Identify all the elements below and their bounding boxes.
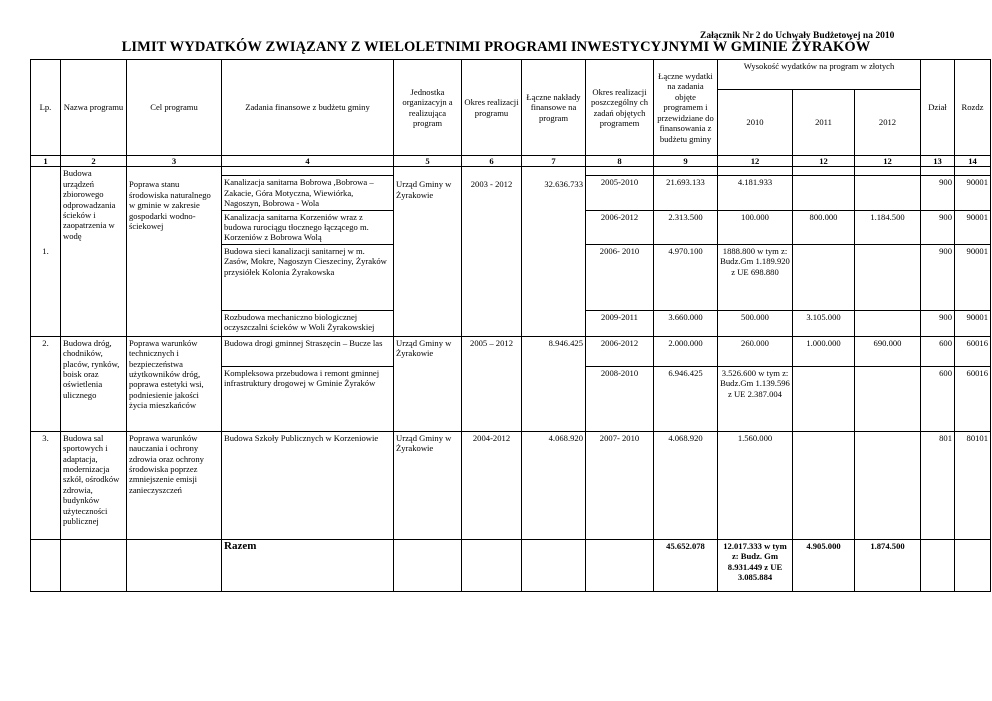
task-period: 2005-2010 — [586, 176, 654, 210]
task-total: 21.693.133 — [654, 176, 718, 210]
summary-label: Razem — [222, 539, 394, 591]
summary-row — [31, 539, 991, 591]
amount-2012 — [855, 310, 921, 336]
column-number: 1 — [31, 156, 61, 167]
dzial-code: 600 — [921, 336, 955, 366]
summary-2012: 1.874.500 — [855, 539, 921, 591]
rozdz-code: 90001 — [955, 210, 991, 244]
column-number: 12 — [718, 156, 793, 167]
task-total: 2.313.500 — [654, 210, 718, 244]
rozdz-code: 60016 — [955, 366, 991, 431]
task-total: 4.068.920 — [654, 431, 718, 539]
task-description: Budowa drogi gminnej Straszęcin – Bucze las — [222, 336, 394, 366]
amount-2011 — [793, 366, 855, 431]
program-name: Budowa sal sportowych i adaptacja, modernizacja szkół, ośrodków zdrowia, budynków użyteczności publicznej — [61, 431, 127, 539]
program-name: Budowa urządzeń zbiorowego odprowadzania ścieków i zaopatrzenia w wodę — [61, 167, 127, 336]
header-lp: Lp. — [31, 60, 61, 156]
column-number: 4 — [222, 156, 394, 167]
task-description: Kompleksowa przebudowa i remont gminnej infrastruktury drogowej w Gminie Żyraków — [222, 366, 394, 431]
task-total: 6.946.425 — [654, 366, 718, 431]
header-unit: Jednostka organizacyjn a realizująca program — [394, 60, 462, 156]
program-period: 2005 – 2012 — [462, 336, 522, 431]
rozdz-code: 90001 — [955, 310, 991, 336]
column-number: 8 — [586, 156, 654, 167]
header-total: Łączne nakłady finansowe na program — [522, 60, 586, 156]
rozdz-code: 90001 — [955, 244, 991, 310]
amount-2010: 1.560.000 — [718, 431, 793, 539]
program-lp: 3. — [31, 431, 61, 539]
table-row — [31, 336, 991, 366]
program-total: 32.636.733 — [522, 167, 586, 336]
amount-2010: 260.000 — [718, 336, 793, 366]
header-rozdz: Rozdz — [955, 60, 991, 156]
task-description: Rozbudowa mechaniczno biologicznej oczyszczalni ścieków w Woli Żyrakowskiej — [222, 310, 394, 336]
summary-2010: 12.017.333 w tym z: Budz. Gm 8.931.449 z UE 3.085.884 — [718, 539, 793, 591]
column-number: 12 — [855, 156, 921, 167]
dzial-code: 600 — [921, 366, 955, 431]
program-lp: 2. — [31, 336, 61, 431]
column-number-row — [31, 156, 991, 167]
header-year-2011: 2011 — [793, 90, 855, 156]
header-program-goal: Cel programu — [127, 60, 222, 156]
dzial-code: 900 — [921, 244, 955, 310]
appendix-note: Załącznik Nr 2 do Uchwały Budżetowej na 2010 — [700, 31, 895, 41]
summary-total: 45.652.078 — [654, 539, 718, 591]
header-task-total: Łączne wydatki na zadania objęte programem i przewidziane do finansowania z budżetu gminy — [654, 60, 718, 156]
amount-2011 — [793, 176, 855, 210]
header-amounts: Wysokość wydatków na program w złotych — [718, 60, 921, 90]
task-period: 2006- 2010 — [586, 244, 654, 310]
header-year-2012: 2012 — [855, 90, 921, 156]
header-program-name: Nazwa programu — [61, 60, 127, 156]
column-number: 3 — [127, 156, 222, 167]
rozdz-code: 60016 — [955, 336, 991, 366]
dzial-code: 801 — [921, 431, 955, 539]
program-name: Budowa dróg, chodników, placów, rynków, boisk oraz oświetlenia ulicznego — [61, 336, 127, 431]
table-row — [31, 431, 991, 539]
program-period: 2004-2012 — [462, 431, 522, 539]
program-unit: Urząd Gminy w Żyrakowie — [394, 167, 462, 336]
task-description: Kanalizacja sanitarna Bobrowa ,Bobrowa – Zakacie, Góra Motyczna, Wiewiórka, Nagoszyn, Bobrowa - Wola — [222, 176, 394, 210]
task-period: 2006-2012 — [586, 336, 654, 366]
program-total: 8.946.425 — [522, 336, 586, 431]
amount-2011: 800.000 — [793, 210, 855, 244]
program-unit: Urząd Gminy w Żyrakowie — [394, 336, 462, 431]
amount-2010: 1888.800 w tym z: Budz.Gm 1.189.920 z UE 698.880 — [718, 244, 793, 310]
column-number: 13 — [921, 156, 955, 167]
header-task-period: Okres realizacji poszczególny ch zadań objętych programem — [586, 60, 654, 156]
column-number: 9 — [654, 156, 718, 167]
amount-2010: 3.526.600 w tym z: Budz.Gm 1.139.596 z UE 2.387.004 — [718, 366, 793, 431]
amount-2012 — [855, 366, 921, 431]
program-unit: Urząd Gminy w Żyrakowie — [394, 431, 462, 539]
task-period: 2007- 2010 — [586, 431, 654, 539]
summary-2011: 4.905.000 — [793, 539, 855, 591]
amount-2010: 500.000 — [718, 310, 793, 336]
rozdz-code: 80101 — [955, 431, 991, 539]
program-total: 4.068.920 — [522, 431, 586, 539]
task-description: Budowa Szkoły Publicznych w Korzeniowie — [222, 431, 394, 539]
program-goal: Poprawa stanu środowiska naturalnego w gminie w zakresie gospodarki wodno-ściekowej — [127, 167, 222, 336]
column-number: 5 — [394, 156, 462, 167]
task-total: 4.970.100 — [654, 244, 718, 310]
program-goal: Poprawa warunków technicznych i bezpieczeństwa użytkowników dróg, poprawa estetyki wsi, podniesienie jakości życia mieszkańców — [127, 336, 222, 431]
dzial-code: 900 — [921, 176, 955, 210]
amount-2012 — [855, 244, 921, 310]
header-period: Okres realizacji programu — [462, 60, 522, 156]
task-period: 2008-2010 — [586, 366, 654, 431]
amount-2010: 100.000 — [718, 210, 793, 244]
dzial-code: 900 — [921, 210, 955, 244]
amount-2010: 4.181.933 — [718, 176, 793, 210]
column-number: 14 — [955, 156, 991, 167]
amount-2011: 1.000.000 — [793, 336, 855, 366]
column-number: 6 — [462, 156, 522, 167]
task-period: 2006-2012 — [586, 210, 654, 244]
amount-2011 — [793, 431, 855, 539]
amount-2011 — [793, 244, 855, 310]
task-period: 2009-2011 — [586, 310, 654, 336]
table-row — [31, 167, 991, 176]
task-description: Kanalizacja sanitarna Korzeniów wraz z budowa rurociągu tłocznego łączącego m. Korzeniów z Bobrowa Wolą — [222, 210, 394, 244]
program-lp: 1. — [31, 167, 61, 336]
header-tasks: Zadania finansowe z budżetu gminy — [222, 60, 394, 156]
task-description: Budowa sieci kanalizacji sanitarnej w m. Zasów, Mokre, Nagoszyn Cieszeciny, Żyraków przysiółek Kolonia Żyrakowska — [222, 244, 394, 310]
amount-2012 — [855, 431, 921, 539]
task-total: 3.660.000 — [654, 310, 718, 336]
program-goal: Poprawa warunków nauczania i ochrony zdrowia oraz ochrony środowiska poprzez zmniejszenie emisji zanieczyszczeń — [127, 431, 222, 539]
column-number: 7 — [522, 156, 586, 167]
amount-2012 — [855, 176, 921, 210]
page-title: LIMIT WYDATKÓW ZWIĄZANY Z WIELOLETNIMI PROGRAMI INWESTYCYJNYMI W GMINIE ŻYRAKÓW — [121, 39, 871, 55]
amount-2012: 690.000 — [855, 336, 921, 366]
column-number: 12 — [793, 156, 855, 167]
header-dzial: Dział — [921, 60, 955, 156]
amount-2012: 1.184.500 — [855, 210, 921, 244]
header-year-2010: 2010 — [718, 90, 793, 156]
rozdz-code: 90001 — [955, 176, 991, 210]
task-total: 2.000.000 — [654, 336, 718, 366]
dzial-code: 900 — [921, 310, 955, 336]
program-period: 2003 - 2012 — [462, 167, 522, 336]
investment-limits-table — [30, 59, 991, 592]
amount-2011: 3.105.000 — [793, 310, 855, 336]
column-number: 2 — [61, 156, 127, 167]
